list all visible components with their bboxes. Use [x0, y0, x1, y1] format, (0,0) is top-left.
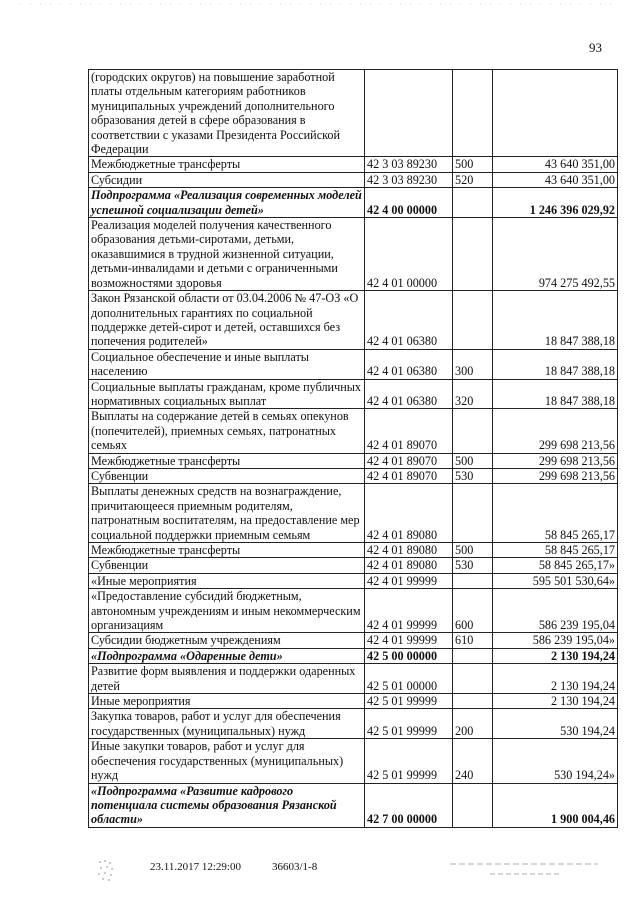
row-sum-cell: 58 845 265,17	[493, 543, 618, 558]
row-sum-cell: 586 239 195,04»	[493, 633, 618, 648]
row-name-cell: (городских округов) на повышение заработной платы отдельным категориям работников муниципальных учреждений дополнительного образования детей в сфере образования в соответствии с указами Президента Российской Федерации	[89, 70, 365, 157]
row-sum-cell: 18 847 388,18	[493, 379, 618, 409]
table-row	[89, 172, 618, 187]
row-sum-cell	[493, 70, 618, 157]
row-sum-cell: 43 640 351,00	[493, 172, 618, 187]
table-row	[89, 694, 618, 709]
row-type-cell: 320	[453, 379, 493, 409]
row-code-cell: 42 4 01 06380	[365, 349, 453, 379]
row-code-cell: 42 4 01 99999	[365, 633, 453, 648]
row-type-cell	[453, 409, 493, 453]
row-sum-cell: 2 130 194,24	[493, 694, 618, 709]
row-type-cell: 300	[453, 349, 493, 379]
table-row	[89, 573, 618, 588]
row-name-cell: Закупка товаров, работ и услуг для обеспечения государственных (муниципальных) нужд	[89, 709, 365, 739]
table-row	[89, 379, 618, 409]
row-sum-cell: 2 130 194,24	[493, 648, 618, 663]
row-name-cell: Социальное обеспечение и иные выплаты населению	[89, 349, 365, 379]
row-code-cell: 42 3 03 89230	[365, 157, 453, 172]
row-code-cell: 42 4 01 89080	[365, 543, 453, 558]
table-row	[89, 188, 618, 218]
row-type-cell	[453, 648, 493, 663]
row-code-cell: 42 4 01 99999	[365, 573, 453, 588]
row-name-cell: Межбюджетные трансферты	[89, 543, 365, 558]
row-code-cell: 42 4 01 89070	[365, 453, 453, 468]
row-name-cell: Иные закупки товаров, работ и услуг для обеспечения государственных (муниципальных) нужд	[89, 739, 365, 783]
row-code-cell: 42 4 01 89070	[365, 468, 453, 483]
table-row	[89, 648, 618, 663]
row-code-cell: 42 5 00 00000	[365, 648, 453, 663]
row-type-cell: 530	[453, 558, 493, 573]
row-code-cell: 42 4 01 06380	[365, 291, 453, 350]
row-name-cell: Развитие форм выявления и поддержки одаренных детей	[89, 664, 365, 694]
row-sum-cell: 974 275 492,55	[493, 218, 618, 291]
row-name-cell: Подпрограмма «Реализация современных моделей успешной социализации детей»	[89, 188, 365, 218]
row-sum-cell: 299 698 213,56	[493, 453, 618, 468]
row-name-cell: Субвенции	[89, 468, 365, 483]
row-sum-cell: 530 194,24	[493, 709, 618, 739]
row-code-cell: 42 4 01 89070	[365, 409, 453, 453]
row-code-cell: 42 4 01 00000	[365, 218, 453, 291]
row-code-cell: 42 4 01 99999	[365, 589, 453, 633]
row-type-cell	[453, 70, 493, 157]
budget-table-body	[89, 70, 618, 828]
row-type-cell: 600	[453, 589, 493, 633]
row-name-cell: «Подпрограмма «Одаренные дети»	[89, 648, 365, 663]
footer-datetime: 23.11.2017 12:29:00	[150, 861, 241, 873]
footer-doc-number: 36603/1-8	[272, 861, 318, 873]
table-row	[89, 783, 618, 827]
table-row	[89, 157, 618, 172]
row-code-cell: 42 5 01 99999	[365, 694, 453, 709]
row-sum-cell: 18 847 388,18	[493, 349, 618, 379]
row-sum-cell: 58 845 265,17	[493, 484, 618, 543]
row-name-cell: Субсидии	[89, 172, 365, 187]
table-row	[89, 409, 618, 453]
row-code-cell: 42 7 00 00000	[365, 783, 453, 827]
row-type-cell: 200	[453, 709, 493, 739]
row-sum-cell: 18 847 388,18	[493, 291, 618, 350]
table-row	[89, 349, 618, 379]
row-sum-cell: 530 194,24»	[493, 739, 618, 783]
table-row	[89, 664, 618, 694]
row-name-cell: Выплаты денежных средств на вознаграждение, причитающееся приемным родителям, патронатным воспитателям, на предоставление мер социальной поддержки приемным семьям	[89, 484, 365, 543]
row-name-cell: Субсидии бюджетным учреждениям	[89, 633, 365, 648]
row-type-cell	[453, 664, 493, 694]
row-type-cell: 610	[453, 633, 493, 648]
row-sum-cell: 1 900 004,46	[493, 783, 618, 827]
row-sum-cell: 586 239 195,04	[493, 589, 618, 633]
table-row	[89, 218, 618, 291]
row-name-cell: Закон Рязанской области от 03.04.2006 № 47-ОЗ «О дополнительных гарантиях по социальной поддержке детей-сирот и детей, оставшихся без попечения родителей»	[89, 291, 365, 350]
row-code-cell: 42 5 01 00000	[365, 664, 453, 694]
table-row	[89, 739, 618, 783]
row-type-cell: 500	[453, 543, 493, 558]
row-name-cell: «Предоставление субсидий бюджетным, автономным учреждениям и иным некоммерческим организациям	[89, 589, 365, 633]
table-row	[89, 543, 618, 558]
row-sum-cell: 299 698 213,56	[493, 468, 618, 483]
row-name-cell: «Подпрограмма «Развитие кадрового потенциала системы образования Рязанской области»	[89, 783, 365, 827]
row-code-cell: 42 5 01 99999	[365, 739, 453, 783]
table-row	[89, 633, 618, 648]
budget-table	[88, 69, 618, 828]
row-name-cell: Иные мероприятия	[89, 694, 365, 709]
row-code-cell: 42 4 01 89080	[365, 558, 453, 573]
faded-stamp-icon	[450, 858, 600, 882]
scan-edge-marks	[0, 0, 640, 8]
row-type-cell	[453, 694, 493, 709]
row-name-cell: Межбюджетные трансферты	[89, 453, 365, 468]
scan-seal-icon	[96, 858, 118, 882]
table-row	[89, 291, 618, 350]
row-sum-cell: 299 698 213,56	[493, 409, 618, 453]
row-code-cell: 42 4 01 06380	[365, 379, 453, 409]
row-name-cell: Реализация моделей получения качественного образования детьми-сиротами, детьми, оказавшимися в трудной жизненной ситуации, детьми-инвалидами и детьми с ограниченными возможностями здоровья	[89, 218, 365, 291]
row-type-cell: 530	[453, 468, 493, 483]
row-type-cell	[453, 291, 493, 350]
page-number: 93	[589, 40, 602, 55]
row-type-cell	[453, 188, 493, 218]
row-name-cell: Выплаты на содержание детей в семьях опекунов (попечителей), приемных семьях, патронатных семьях	[89, 409, 365, 453]
row-type-cell: 500	[453, 453, 493, 468]
row-code-cell: 42 3 03 89230	[365, 172, 453, 187]
row-code-cell: 42 4 00 00000	[365, 188, 453, 218]
table-row	[89, 453, 618, 468]
row-sum-cell: 43 640 351,00	[493, 157, 618, 172]
row-type-cell: 500	[453, 157, 493, 172]
row-sum-cell: 58 845 265,17»	[493, 558, 618, 573]
row-name-cell: «Иные мероприятия	[89, 573, 365, 588]
row-type-cell	[453, 218, 493, 291]
table-row	[89, 468, 618, 483]
row-sum-cell: 2 130 194,24	[493, 664, 618, 694]
row-name-cell: Межбюджетные трансферты	[89, 157, 365, 172]
row-type-cell: 240	[453, 739, 493, 783]
row-type-cell	[453, 484, 493, 543]
row-name-cell: Социальные выплаты гражданам, кроме публичных нормативных социальных выплат	[89, 379, 365, 409]
row-sum-cell: 595 501 530,64»	[493, 573, 618, 588]
table-row	[89, 558, 618, 573]
row-code-cell: 42 5 01 99999	[365, 709, 453, 739]
row-name-cell: Субвенции	[89, 558, 365, 573]
table-row	[89, 589, 618, 633]
row-code-cell: 42 4 01 89080	[365, 484, 453, 543]
row-type-cell	[453, 783, 493, 827]
table-row	[89, 484, 618, 543]
row-sum-cell: 1 246 396 029,92	[493, 188, 618, 218]
table-row	[89, 70, 618, 157]
row-code-cell	[365, 70, 453, 157]
row-type-cell: 520	[453, 172, 493, 187]
row-type-cell	[453, 573, 493, 588]
table-row	[89, 709, 618, 739]
